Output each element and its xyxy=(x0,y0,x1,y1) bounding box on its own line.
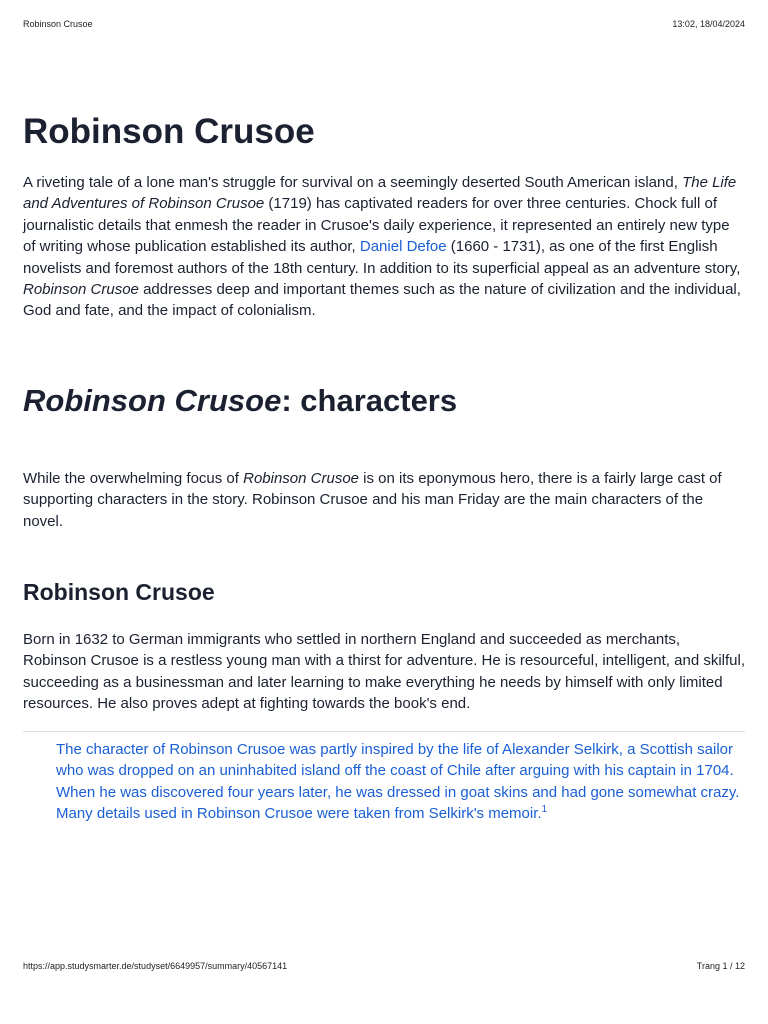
characters-book-title: Robinson Crusoe xyxy=(243,470,360,487)
intro-text-2: (1719) has captivated readers for over three centuries. Chock full of journalistic details that enmesh the reader in Crusoe's daily experience, it represented an entirely new type of writing whose publication established its author, xyxy=(23,195,730,256)
intro-text-4: addresses deep and important themes such as the nature of civilization and the individual, God and fate, and the impact of colonialism. xyxy=(23,281,741,320)
characters-paragraph xyxy=(23,468,745,532)
characters-text-2: is on its eponymous hero, there is a fairly large cast of supporting characters in the story. Robinson Crusoe and his man Friday are the main characters of the novel. xyxy=(23,470,722,530)
print-header-datetime: 13:02, 18/04/2024 xyxy=(672,19,745,29)
page-title: Robinson Crusoe xyxy=(23,112,315,151)
intro-paragraph xyxy=(23,172,745,322)
intro-text-3: (1660 - 1731), as one of the first English novelists and foremost authors of the 18th century. In addition to its superficial appeal as an adventure story, xyxy=(23,238,741,277)
characters-heading-book-title: Robinson Crusoe xyxy=(23,383,282,418)
characters-heading-rest: : characters xyxy=(281,383,458,418)
print-footer xyxy=(23,961,745,971)
crusoe-heading: Robinson Crusoe xyxy=(23,579,215,605)
intro-text-1: A riveting tale of a lone man's struggle for survival on a seemingly deserted South American island, xyxy=(23,174,683,191)
print-header-title: Robinson Crusoe xyxy=(23,19,93,29)
callout-text: The character of Robinson Crusoe was partly inspired by the life of Alexander Selkirk, a Scottish sailor who was dropped on an uninhabited island off the coast of Chile after arguing with his captain in 1704. When he was discovered four years later, he was dressed in goat skins and had gone somewhat crazy. Many details used in Robinson Crusoe were taken from Selkirk's memoir. xyxy=(56,741,740,823)
characters-heading xyxy=(23,382,457,420)
intro-book-title: Robinson Crusoe xyxy=(23,281,139,299)
print-footer-page-number: Trang 1 / 12 xyxy=(696,961,745,971)
print-footer-url: https://app.studysmarter.de/studyset/6649957/summary/40567141 xyxy=(23,961,288,971)
crusoe-paragraph: Born in 1632 to German immigrants who settled in northern England and succeeded as merchants, Robinson Crusoe is a restless young man with a thirst for adventure. He is resourceful, intelligent, and skilful, succeeding as a businessman and later learning to make everything he needs by himself with only limited resources. He also proves adept at fighting towards the book's end. xyxy=(23,631,746,713)
characters-text-1: While the overwhelming focus of xyxy=(23,470,244,487)
footnote-marker[interactable]: 1 xyxy=(541,804,548,816)
author-link[interactable]: Daniel Defoe xyxy=(359,238,447,256)
callout-divider xyxy=(23,731,745,732)
selkirk-callout xyxy=(56,739,746,825)
intro-book-full-title: The Life and Adventures of Robinson Crusoe xyxy=(23,174,737,213)
print-header xyxy=(23,19,745,29)
